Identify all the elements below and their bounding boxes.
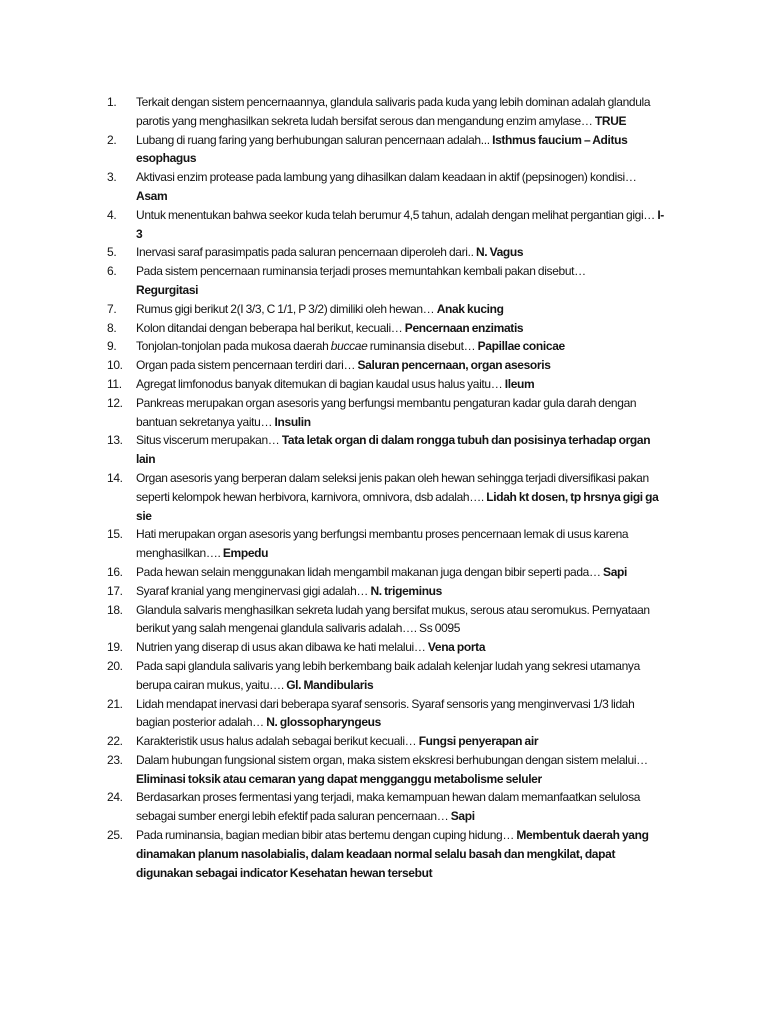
question-text: ruminansia disebut… [367, 339, 478, 354]
answer-text: Membentuk daerah yang dinamakan planum nasolabialis, dalam keadaan normal selalu basah dan mengkilat, dapat digunakan sebagai indicator Kesehatan hewan tersebut [136, 828, 649, 880]
question-text: Pada sapi glandula salivaris yang lebih berkembang baik adalah kelenjar ludah yang sekresi utamanya berupa cairan mukus, yaitu…. [136, 658, 640, 692]
question-text-italic: buccae [330, 339, 368, 354]
item-number: 10. [107, 358, 123, 373]
answer-text: Papillae conicae [477, 339, 565, 354]
question-text: Aktivasi enzim protease pada lambung yang dihasilkan dalam keadaan in aktif (pepsinogen) kondisi… [136, 170, 637, 185]
item-number: 21. [107, 696, 123, 711]
answer-text: Fungsi penyerapan air [418, 734, 539, 749]
item-number: 2. [107, 132, 117, 147]
list-item [107, 243, 667, 262]
question-text: Untuk menentukan bahwa seekor kuda telah berumur 4,5 tahun, adalah dengan melihat pergantian gigi… [136, 207, 658, 222]
question-list [107, 93, 667, 882]
answer-text: N. glossopharyngeus [266, 715, 381, 730]
answer-text: Pencernaan enzimatis [404, 320, 524, 335]
list-item [107, 300, 667, 319]
item-number: 11. [107, 376, 122, 391]
answer-text: TRUE [594, 113, 627, 128]
item-number: 6. [107, 264, 117, 279]
question-text: Nutrien yang diserap di usus akan dibawa ke hati melalui… [136, 640, 428, 655]
answer-text: Isthmus faucium – Aditus esophagus [136, 132, 628, 166]
list-item [107, 394, 667, 432]
question-text: Lubang di ruang faring yang berhubungan saluran pencernaan adalah... [136, 132, 493, 147]
question-text: Rumus gigi berikut 2(I 3/3, C 1/1, P 3/2) dimiliki oleh hewan… [136, 301, 437, 316]
item-number: 7. [107, 301, 117, 316]
answer-text: Eliminasi toksik atau cemaran yang dapat mengganggu metabolisme seluler [136, 771, 542, 786]
item-number: 24. [107, 790, 123, 805]
list-item [107, 826, 667, 882]
item-number: 20. [107, 658, 123, 673]
question-text: Lidah mendapat inervasi dari beberapa syaraf sensoris. Syaraf sensoris yang menginvervasi 1/3 lidah bagian posterior adalah… [136, 696, 635, 730]
answer-text: N. Vagus [475, 245, 524, 260]
item-number: 1. [107, 95, 117, 109]
answer-text: Insulin [274, 414, 311, 429]
list-item [107, 168, 667, 206]
question-text: Kolon ditandai dengan beberapa hal berikut, kecuali… [136, 320, 405, 335]
question-text: Pada ruminansia, bagian median bibir atas bertemu dengan cuping hidung… [136, 828, 517, 843]
question-text: Pada hewan selain menggunakan lidah mengambil makanan juga dengan bibir seperti pada… [136, 564, 604, 579]
question-text: Organ pada sistem pencernaan terdiri dari… [136, 358, 358, 373]
item-number: 12. [107, 395, 123, 410]
question-text: Pada sistem pencernaan ruminansia terjadi proses memuntahkan kembali pakan disebut… [136, 264, 586, 279]
question-text: Inervasi saraf parasimpatis pada saluran pencernaan diperoleh dari.. [136, 245, 476, 260]
answer-text: N. trigeminus [370, 583, 442, 598]
question-text: Hati merupakan organ asesoris yang berfungsi membantu proses pencernaan lemak di usus karena menghasilkan…. [136, 527, 629, 561]
item-number: 13. [107, 433, 123, 448]
item-number: 16. [107, 564, 123, 579]
item-number: 4. [107, 207, 117, 222]
list-item [107, 638, 667, 657]
answer-text: Gl. Mandibularis [286, 677, 374, 692]
answer-text: I-3 [136, 207, 664, 241]
answer-text: Saluran pencernaan, organ asesoris [357, 358, 551, 373]
item-number: 25. [107, 828, 123, 843]
answer-text: Tata letak organ di dalam rongga tubuh dan posisinya terhadap organ lain [136, 433, 651, 467]
list-item [107, 356, 667, 375]
item-number: 8. [107, 320, 117, 335]
item-number: 17. [107, 583, 123, 598]
list-item [107, 337, 667, 356]
item-number: 5. [107, 245, 117, 260]
item-number: 22. [107, 734, 123, 749]
item-number: 14. [107, 470, 123, 485]
answer-text: Ileum [504, 376, 535, 391]
item-number: 3. [107, 170, 117, 185]
answer-text: Vena porta [427, 640, 486, 655]
question-text: Situs viscerum merupakan… [136, 433, 282, 448]
answer-text: Sapi [450, 809, 475, 824]
list-item [107, 563, 667, 582]
answer-text: Empedu [222, 546, 269, 561]
answer-text: Anak kucing [436, 301, 504, 316]
item-number: 15. [107, 527, 123, 542]
item-number: 18. [107, 602, 123, 617]
question-text: Glandula salvaris menghasilkan sekreta ludah yang bersifat mukus, serous atau seromukus. Pernyataan berikut yang salah mengenai glandula salivaris adalah…. Ss 0095 [136, 602, 650, 636]
list-item [107, 375, 667, 394]
item-number: 9. [107, 339, 117, 354]
list-item [107, 751, 667, 789]
list-item [107, 695, 667, 733]
list-item [107, 93, 667, 131]
question-text: Dalam hubungan fungsional sistem organ, maka sistem ekskresi berhubungan dengan sistem melalui… [136, 752, 648, 767]
question-text: Syaraf kranial yang menginervasi gigi adalah… [136, 583, 371, 598]
list-item [107, 582, 667, 601]
question-text: Tonjolan-tonjolan pada mukosa daerah [136, 339, 331, 354]
answer-text: Asam [136, 188, 168, 203]
answer-text: Sapi [603, 564, 627, 579]
question-text: Karakteristik usus halus adalah sebagai berikut kecuali… [136, 734, 419, 749]
list-item [107, 788, 667, 826]
document-page [107, 93, 667, 882]
list-item [107, 601, 667, 639]
question-text: Terkait dengan sistem pencernaannya, glandula salivaris pada kuda yang lebih dominan adalah glandula parotis yang menghasilkan sekreta ludah bersifat serous dan mengandung enzim amylase… [136, 95, 651, 128]
list-item [107, 657, 667, 695]
question-text: Agregat limfonodus banyak ditemukan di bagian kaudal usus halus yaitu… [136, 376, 505, 391]
list-item [107, 319, 667, 338]
item-number: 23. [107, 752, 123, 767]
list-item [107, 206, 667, 244]
answer-text: Regurgitasi [136, 282, 199, 297]
list-item [107, 469, 667, 525]
list-item [107, 732, 667, 751]
list-item [107, 525, 667, 563]
question-text: Pankreas merupakan organ asesoris yang berfungsi membantu pengaturan kadar gula darah dengan bantuan sekretanya yaitu… [136, 395, 637, 429]
question-text: Organ asesoris yang berperan dalam seleksi jenis pakan oleh hewan sehingga terjadi diversifikasi pakan seperti kelompok hewan herbivora, karnivora, omnivora, dsb adalah…. [136, 470, 649, 504]
list-item [107, 262, 667, 300]
list-item [107, 131, 667, 169]
item-number: 19. [107, 640, 123, 655]
question-text: Berdasarkan proses fermentasi yang terjadi, maka kemampuan hewan dalam memanfaatkan selulosa sebagai sumber energi lebih efektif pada saluran pencernaan… [136, 790, 641, 824]
answer-text: Lidah kt dosen, tp hrsnya gigi ga sie [136, 489, 659, 523]
list-item [107, 431, 667, 469]
